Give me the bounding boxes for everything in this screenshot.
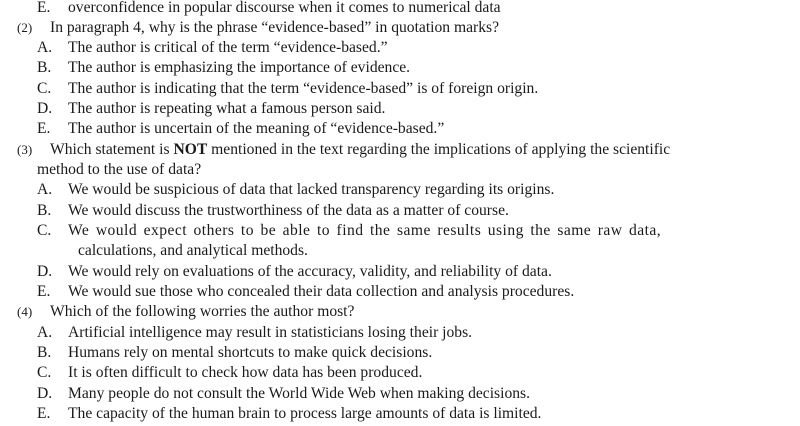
option-text: Humans rely on mental shortcuts to make quick decisions.: [68, 344, 433, 361]
q4-option-d: [0, 384, 800, 404]
option-label: E.: [37, 283, 51, 300]
q3-option-c: [0, 221, 800, 241]
q2-option-b: [0, 58, 800, 78]
option-label: C.: [37, 222, 52, 239]
option-text: We would rely on evaluations of the accuracy, validity, and reliability of data.: [68, 263, 552, 280]
q2-option-c: [0, 79, 800, 99]
q2-option-e: [0, 119, 800, 139]
option-text: We would be suspicious of data that lacked transparency regarding its origins.: [68, 181, 555, 198]
q3-option-b: [0, 201, 800, 221]
q4-option-c: [0, 363, 800, 383]
option-text: The author is indicating that the term “evidence-based” is of foreign origin.: [68, 80, 539, 97]
option-label: B.: [37, 202, 52, 219]
option-text: The capacity of the human brain to process large amounts of data is limited.: [68, 405, 542, 422]
option-label: D.: [37, 263, 53, 280]
option-label: E.: [37, 120, 51, 137]
option-label: E.: [37, 405, 51, 422]
option-text: Many people do not consult the World Wide Web when making decisions.: [68, 385, 531, 402]
option-label: A.: [37, 324, 53, 341]
q3-option-a: [0, 180, 800, 200]
option-label: A.: [37, 181, 53, 198]
option-text: The author is repeating what a famous person said.: [68, 100, 386, 117]
option-text: It is often difficult to check how data has been produced.: [68, 364, 423, 381]
option-text: The author is emphasizing the importance of evidence.: [68, 59, 411, 76]
question-text-after: mentioned in the text regarding the implications of applying the scientific: [211, 141, 671, 158]
q3-question: [0, 140, 800, 160]
q4-option-b: [0, 343, 800, 363]
q2-option-a: [0, 38, 800, 58]
q4-option-a: [0, 323, 800, 343]
option-text: overconfidence in popular discourse when it comes to numerical data: [68, 0, 501, 16]
q2-question: [0, 18, 800, 38]
q3-option-c-continued: [0, 241, 800, 261]
q1-option-e: [0, 0, 800, 18]
question-emphasis: NOT: [173, 141, 208, 158]
option-label: B.: [37, 59, 52, 76]
question-text-before: Which statement is: [50, 141, 170, 158]
q3-question-continued: [0, 160, 800, 180]
q4-option-e: [0, 404, 800, 424]
question-number: (4): [17, 304, 33, 319]
question-text: In paragraph 4, why is the phrase “evidence-based” in quotation marks?: [50, 19, 500, 36]
option-label: D.: [37, 385, 53, 402]
q4-question: [0, 302, 800, 322]
question-number: (2): [17, 20, 33, 35]
q3-option-d: [0, 262, 800, 282]
q2-option-d: [0, 99, 800, 119]
option-text: We would sue those who concealed their data collection and analysis procedures.: [68, 283, 575, 300]
option-text: Artificial intelligence may result in statisticians losing their jobs.: [68, 324, 473, 341]
option-label: B.: [37, 344, 52, 361]
option-label: A.: [37, 39, 53, 56]
question-text-cont: method to the use of data?: [37, 161, 202, 178]
option-label: D.: [37, 100, 53, 117]
option-text: The author is critical of the term “evidence-based.”: [68, 39, 388, 56]
option-text-cont: calculations, and analytical methods.: [78, 242, 308, 259]
option-label: C.: [37, 364, 52, 381]
question-number: (3): [17, 142, 33, 157]
option-text: We would expect others to be able to find the same results using the same raw data,: [68, 222, 662, 239]
option-text: We would discuss the trustworthiness of the data as a matter of course.: [68, 202, 509, 219]
option-label: E.: [37, 0, 51, 16]
q3-option-e: [0, 282, 800, 302]
option-label: C.: [37, 80, 52, 97]
question-text: Which of the following worries the author most?: [50, 303, 355, 320]
option-text: The author is uncertain of the meaning of “evidence-based.”: [68, 120, 445, 137]
